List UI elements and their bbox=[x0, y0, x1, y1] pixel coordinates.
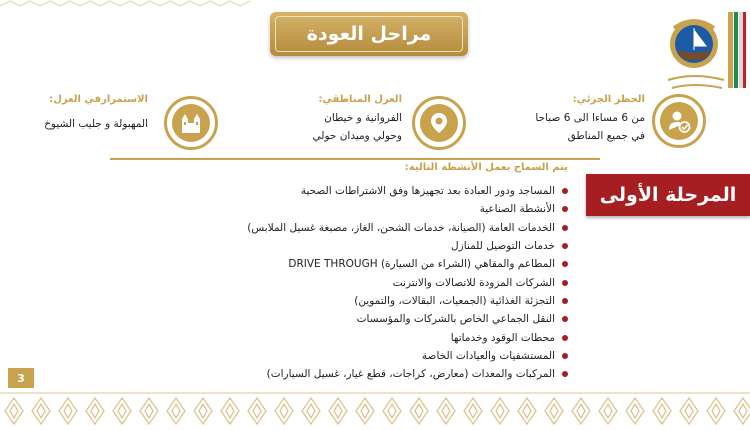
bottom-pattern-decoration bbox=[0, 392, 750, 430]
info-block-continued-isolation bbox=[18, 88, 148, 158]
person-check-icon bbox=[652, 94, 706, 148]
title-banner bbox=[270, 12, 468, 56]
activities-heading: يتم السماح بعمل الأنشطة التالية: bbox=[404, 162, 568, 173]
list-item: التجزئة الغذائية (الجمعيات، البقالات، والتموين) bbox=[178, 292, 568, 310]
info-block-line: وحولي وميدان حولي bbox=[312, 130, 402, 142]
list-item: محطات الوقود وخدماتها bbox=[178, 328, 568, 346]
bullet-icon bbox=[562, 243, 568, 249]
bullet-icon bbox=[562, 280, 568, 286]
list-item: المركبات والمعدات (معارض، كراجات، قطع غيار، غسيل السيارات) bbox=[178, 365, 568, 383]
list-item: النقل الجماعي الخاص بالشركات والمؤسسات bbox=[178, 310, 568, 328]
info-block-line: في جميع المناطق bbox=[567, 130, 645, 142]
map-pin-icon bbox=[412, 96, 466, 150]
bullet-icon bbox=[562, 225, 568, 231]
bullet-icon bbox=[562, 316, 568, 322]
info-block-line: الفروانية و خيطان bbox=[324, 112, 402, 124]
bullet-icon bbox=[562, 335, 568, 341]
bullet-icon bbox=[562, 261, 568, 267]
list-item: المساجد ودور العبادة بعد تجهيزها وفق الاشتراطات الصحية bbox=[178, 182, 568, 200]
info-block-partial-curfew bbox=[505, 88, 645, 158]
info-block-line: من 6 مساءا الى 6 صباحا bbox=[535, 112, 645, 124]
top-pattern-decoration bbox=[0, 0, 250, 12]
bullet-icon bbox=[562, 298, 568, 304]
info-block-title: العزل المناطقي: bbox=[318, 94, 402, 105]
bullet-icon bbox=[562, 371, 568, 377]
info-block-title: الحظر الجزئي: bbox=[572, 94, 645, 105]
phase-label: المرحلة الأولى bbox=[586, 174, 750, 216]
list-item: الخدمات العامة (الصيانة، خدمات الشحن، الغاز، مصبغة غسيل الملابس) bbox=[178, 219, 568, 237]
list-item: المطاعم والمقاهي (الشراء من السيارة) DRIVE THROUGH bbox=[178, 255, 568, 273]
buildings-icon bbox=[164, 96, 218, 150]
gold-divider bbox=[110, 158, 600, 160]
list-item: المستشفيات والعيادات الخاصة bbox=[178, 347, 568, 365]
activities-list bbox=[178, 182, 568, 383]
bullet-icon bbox=[562, 353, 568, 359]
bullet-icon bbox=[562, 206, 568, 212]
list-item: الشركات المزودة للاتصالات والانترنت bbox=[178, 273, 568, 291]
list-item: الأنشطة الصناعية bbox=[178, 200, 568, 218]
page-title: مراحل العودة bbox=[275, 16, 463, 52]
kuwait-council-logo bbox=[664, 6, 746, 92]
bullet-icon bbox=[562, 188, 568, 194]
info-block-title: الاستمرارفي العزل: bbox=[49, 94, 148, 105]
info-block-line: المهبولة و جليب الشيوخ bbox=[44, 118, 148, 130]
page-number: 3 bbox=[8, 368, 34, 388]
info-block-area-isolation bbox=[290, 88, 402, 158]
list-item: خدمات التوصيل للمنازل bbox=[178, 237, 568, 255]
